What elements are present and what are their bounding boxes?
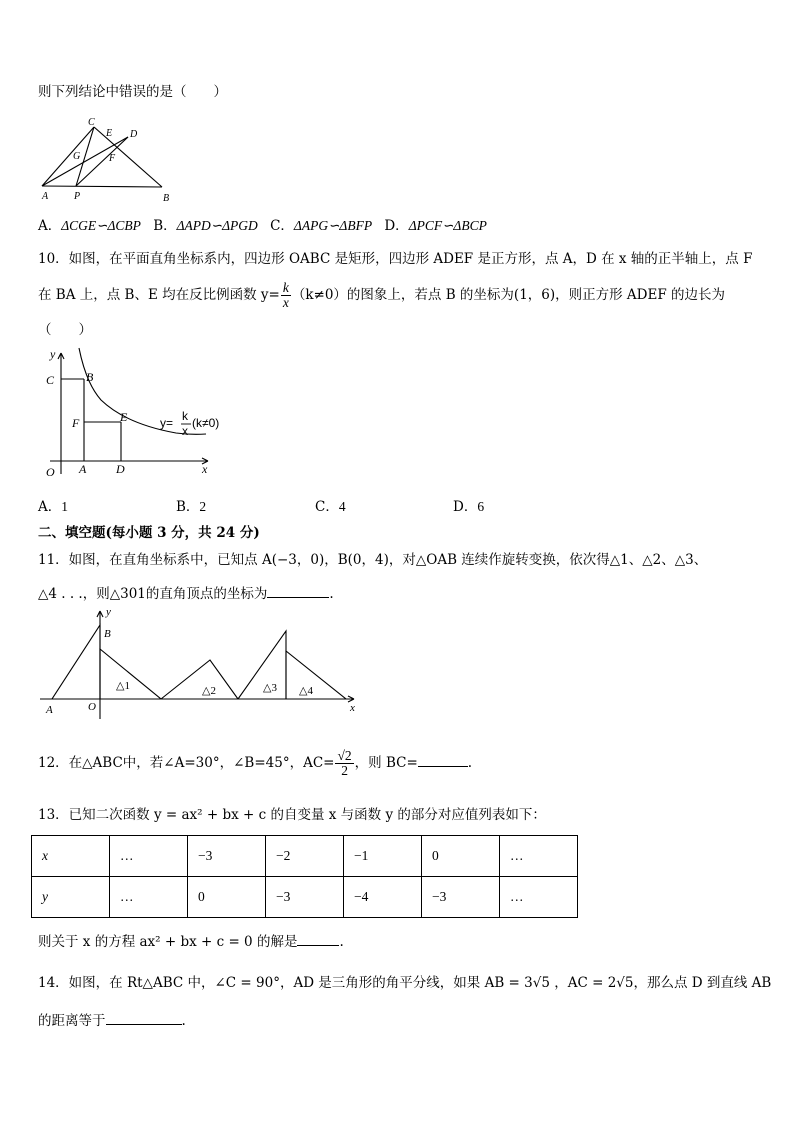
q12-answer-blank[interactable]	[418, 753, 468, 767]
table-cell: −3	[266, 877, 344, 918]
q10-label-y: y	[50, 347, 56, 361]
q10-figure	[36, 343, 236, 483]
q9-option-b: ΔAPD∽ΔPGD	[176, 218, 258, 233]
q10-line2-pre: 在 BA 上，点 B、E 均在反比例函数 y=	[38, 287, 280, 303]
q9-option-c-label: C．	[270, 218, 294, 234]
q11-label-b: B	[104, 628, 111, 640]
q10-option-c-text: 4	[338, 499, 346, 514]
q14-line1: 14．如图，在 Rt△ABC 中，∠C = 90°，AD 是三角形的角平分线，如果 AB = 3√5 ，AC = 2√5，那么点 D 到直线 AB	[38, 975, 772, 991]
q10-label-f: F	[72, 416, 80, 430]
q14-answer-blank[interactable]	[106, 1011, 182, 1025]
q10-func-num: k	[182, 409, 188, 423]
q10-option-d-text: 6	[477, 499, 485, 514]
q13-intro: 13．已知二次函数 y = ax² + bx + c 的自变量 x 与函数 y 的部分对应值列表如下：	[38, 807, 546, 823]
q9-option-b-label: B．	[153, 218, 177, 234]
q12-pre: 12．在△ABC中，若∠A=30°，∠B=45°，AC=	[38, 755, 335, 771]
q10-label-a: A	[79, 462, 87, 476]
table-cell: −3	[422, 877, 500, 918]
table-cell: −2	[266, 836, 344, 877]
q9-option-d: ΔPCF∽ΔBCP	[408, 218, 487, 233]
q10-func-pre: y=	[160, 416, 174, 430]
q10-paren: （ ）	[38, 322, 92, 338]
q11-label-t4: △4	[299, 685, 313, 697]
q11-label-y: y	[106, 606, 111, 618]
q11-label-t1: △1	[116, 680, 130, 692]
q10-line1: 10．如图，在平面直角坐标系内，四边形 OABC 是矩形，四边形 ADEF 是正方形，点 A，D 在 x 轴的正半轴上，点 F	[38, 251, 753, 267]
q14-line2	[38, 1011, 186, 1030]
q9-intro: 则下列结论中错误的是（ ）	[38, 84, 227, 100]
table-row	[32, 877, 578, 918]
q9-label-a: A	[42, 191, 49, 202]
q12-post: .	[467, 755, 473, 771]
q13-after-post: .	[339, 934, 344, 950]
q9-label-f: F	[109, 153, 116, 164]
q11-figure	[36, 605, 366, 720]
table-cell: −4	[344, 877, 422, 918]
q11-answer-blank[interactable]	[267, 584, 329, 598]
q11-line1: 11．如图，在直角坐标系中，已知点 A(−3，0)，B(0，4)，对△OAB 连续作旋转变换，依次得△1、△2、△3、	[38, 552, 708, 568]
table-cell: …	[500, 877, 578, 918]
q11-label-a: A	[46, 704, 53, 716]
q10-option-a-label: A．	[38, 499, 62, 515]
q10-option-d-label: D．	[453, 499, 478, 515]
q10-label-c: C	[46, 373, 55, 387]
q10-option-b-text: 2	[199, 499, 207, 514]
q10-option-d	[453, 498, 484, 516]
q10-frac-den: x	[282, 295, 289, 310]
table-cell: x	[32, 836, 110, 877]
q11-line2-post: .	[329, 586, 334, 602]
q14-line2-post: .	[181, 1013, 186, 1029]
q10-frac-num: k	[282, 280, 289, 295]
q11-line2-pre: △4 . . .，则△301的直角顶点的坐标为	[38, 586, 268, 602]
q10-label-d: D	[116, 462, 125, 476]
q9-label-d: D	[130, 129, 138, 140]
q14-line2-pre: 的距离等于	[38, 1013, 106, 1029]
q12-mid: ，则 BC=	[354, 755, 418, 771]
q10-func-den: x	[182, 424, 188, 438]
q10-option-b	[176, 498, 206, 516]
q9-label-g: G	[73, 151, 81, 162]
section-title: 二、填空题(每小题 3 分，共 24 分)	[38, 525, 260, 541]
q10-option-a-text: 1	[61, 499, 68, 514]
q12-line	[38, 744, 472, 782]
q9-label-p: P	[74, 191, 81, 202]
q13-after	[38, 932, 344, 951]
q10-option-a	[38, 498, 68, 516]
table-cell: …	[500, 836, 578, 877]
q11-label-x: x	[350, 702, 355, 714]
q9-option-a-label: A．	[38, 218, 62, 234]
q11-label-t2: △2	[202, 685, 216, 697]
q9-option-d-label: D．	[384, 218, 409, 234]
q9-options	[38, 217, 487, 235]
q9-option-c: ΔAPG∽ΔBFP	[293, 218, 373, 233]
q10-label-x: x	[202, 462, 208, 476]
q10-option-c-label: C．	[315, 499, 339, 515]
table-cell: …	[110, 877, 188, 918]
table-cell: 0	[188, 877, 266, 918]
q11-line2	[38, 584, 334, 603]
q10-label-b: B	[86, 370, 94, 384]
q13-answer-blank[interactable]	[297, 932, 339, 946]
q10-label-e: E	[120, 410, 128, 424]
q10-line2-post: （k≠0）的图象上，若点 B 的坐标为(1，6)，则正方形 ADEF 的边长为	[291, 287, 726, 303]
q11-label-o: O	[88, 701, 96, 713]
q13-after-pre: 则关于 x 的方程 ax² + bx + c = 0 的解是	[38, 934, 298, 950]
q12-frac-num: √2	[337, 748, 352, 763]
q9-label-b: B	[163, 193, 170, 204]
q11-label-t3: △3	[263, 682, 277, 694]
table-cell: …	[110, 836, 188, 877]
q9-option-a: ΔCGE∽ΔCBP	[61, 218, 141, 233]
table-cell: −3	[188, 836, 266, 877]
q9-figure	[36, 115, 186, 205]
q13-value-table	[31, 835, 578, 918]
q10-option-c	[315, 498, 346, 516]
table-cell: 0	[422, 836, 500, 877]
table-cell: y	[32, 877, 110, 918]
q9-label-c: C	[88, 117, 95, 128]
q12-frac-den: 2	[341, 763, 348, 778]
q10-option-b-label: B．	[176, 499, 200, 515]
q10-label-o: O	[46, 465, 55, 479]
table-row	[32, 836, 578, 877]
q10-func-post: (k≠0)	[192, 416, 220, 430]
table-cell: −1	[344, 836, 422, 877]
q9-label-e: E	[106, 128, 113, 139]
q10-line2	[38, 277, 725, 313]
